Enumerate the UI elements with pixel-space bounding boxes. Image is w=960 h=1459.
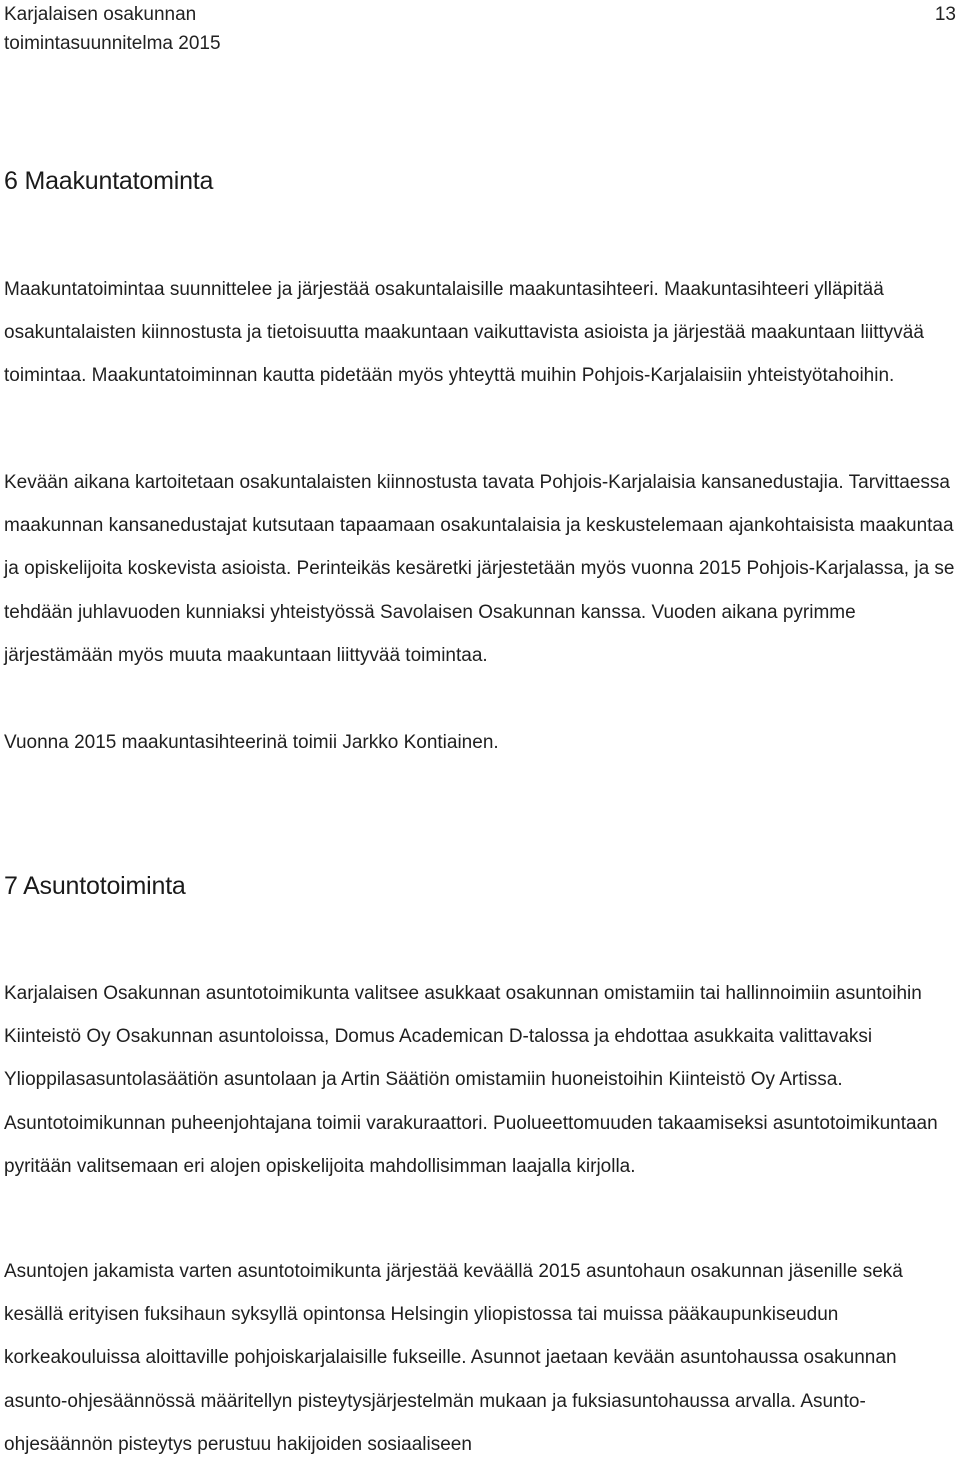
section-heading-6: 6 Maakuntatominta: [4, 167, 214, 195]
running-header: [4, 0, 221, 58]
header-line-2: toimintasuunnitelma 2015: [4, 33, 221, 54]
header-line-1: Karjalaisen osakunnan: [4, 4, 197, 25]
page-number: 13: [934, 4, 956, 25]
section-6-paragraph-3: Vuonna 2015 maakuntasihteerinä toimii Jarkko Kontiainen.: [4, 732, 499, 753]
section-heading-7: 7 Asuntotoiminta: [4, 872, 186, 900]
section-7-paragraph-2: Asuntojen jakamista varten asuntotoimikunta järjestää keväällä 2015 asuntohaun osakunnan jäsenille sekä kesällä erityisen fuksihaun syksyllä opintonsa Helsingin yliopistossa tai muissa pääkaupunkiseudun korkeakouluissa aloittaville pohjoiskarjalaisille fukseille. Asunnot jaetaan kevään asuntohaussa osakunnan asunto-ohjesäännössä määritellyn pisteytysjärjestelmän mukaan ja fuksiasuntohaussa arvalla. Asunto-ohjesäännön pisteytys perustuu hakijoiden sosiaaliseen: [4, 1261, 903, 1455]
section-6-paragraph-2: Kevään aikana kartoitetaan osakuntalaisten kiinnostusta tavata Pohjois-Karjalaisia kansanedustajia. Tarvittaessa maakunnan kansanedustajat kutsutaan tapaamaan osakuntalaisia ja keskustelemaan ajankohtaisista maakuntaa ja opiskelijoita koskevista asioista. Perinteikäs kesäretki järjestetään myös vuonna 2015 Pohjois-Karjalassa, ja se tehdään juhlavuoden kunniaksi yhteistyössä Savolaisen Osakunnan kanssa. Vuoden aikana pyrimme järjestämään myös muuta maakuntaan liittyvää toimintaa.: [4, 472, 955, 666]
section-6-paragraph-1: Maakuntatoimintaa suunnittelee ja järjestää osakuntalaisille maakuntasihteeri. Maakuntasihteeri ylläpitää osakuntalaisten kiinnostusta ja tietoisuutta maakuntaan vaikuttavista asioista ja järjestää maakuntaan liittyvää toimintaa. Maakuntatoiminnan kautta pidetään myös yhteyttä muihin Pohjois-Karjalaisiin yhteistyötahoihin.: [4, 279, 924, 387]
section-7-paragraph-1: Karjalaisen Osakunnan asuntotoimikunta valitsee asukkaat osakunnan omistamiin tai hallinnoimiin asuntoihin Kiinteistö Oy Osakunnan asuntoloissa, Domus Academican D-talossa ja ehdottaa asukkaita valittavaksi Ylioppilasasuntolasäätiön asuntolaan ja Artin Säätiön omistamiin huoneistoihin Kiinteistö Oy Artissa. Asuntotoimikunnan puheenjohtajana toimii varakuraattori. Puolueettomuuden takaamiseksi asuntotoimikuntaan pyritään valitsemaan eri alojen opiskelijoita mahdollisimman laajalla kirjolla.: [4, 983, 938, 1177]
